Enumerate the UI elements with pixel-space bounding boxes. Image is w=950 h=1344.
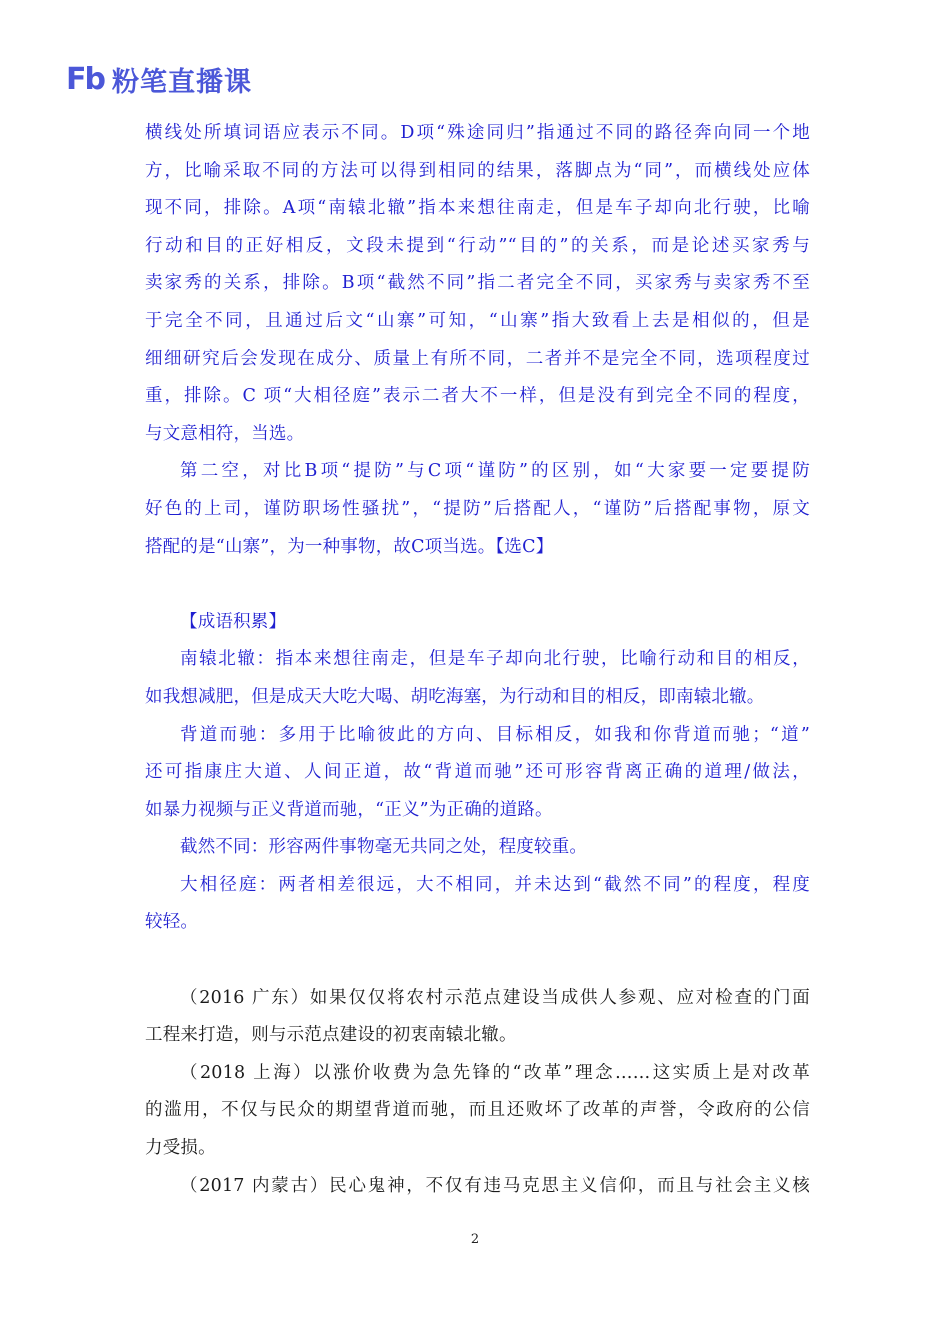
text-line: 与文意相符，当选。 (145, 423, 305, 444)
text-line: 方，比喻采取不同的方法可以得到相同的结果，落脚点为“同”，而横线处应体 (145, 160, 810, 181)
text-line: 背道而驰：多用于比喻彼此的方向、目标相反，如我和你背道而驰；“道” (180, 724, 810, 745)
text-line: 卖家秀的关系，排除。B项“截然不同”指二者完全不同，买家秀与卖家秀不至 (145, 273, 810, 294)
text-line: 好色的上司，谨防职场性骚扰”，“提防”后搭配人，“谨防”后搭配事物，原文 (145, 498, 810, 519)
text-line: 搭配的是“山寨”，为一种事物，故C项当选。【选C】 (145, 536, 554, 557)
text-line: 重，排除。C 项“大相径庭”表示二者大不一样，但是没有到完全不同的程度， (145, 386, 810, 407)
text-line: （2017 内蒙古）民心鬼神，不仅有违马克思主义信仰，而且与社会主义核 (180, 1175, 810, 1196)
text-line: （2016 广东）如果仅仅将农村示范点建设当成供人参观、应对检查的门面 (180, 987, 810, 1008)
analysis-paragraph-2 (145, 453, 810, 566)
text-line: 工程来打造，则与示范点建设的初衷南辕北辙。 (145, 1025, 517, 1046)
spacer (145, 942, 810, 980)
idioms-section (145, 604, 810, 942)
analysis-paragraph-1 (145, 115, 810, 453)
text-line: 行动和目的正好相反，文段未提到“行动”“目的”的关系，而是论述买家秀与 (145, 235, 810, 256)
text-line: 的滥用，不仅与民众的期望背道而驰，而且还败坏了改革的声誉，令政府的公信 (145, 1100, 810, 1121)
fb-logo-mark: Fb (66, 61, 104, 97)
text-line: 截然不同：形容两件事物毫无共同之处，程度较重。 (180, 837, 588, 858)
text-line: 力受损。 (145, 1138, 216, 1159)
text-line: 细细研究后会发现在成分、质量上有所不同，二者并不是完全不同，选项程度过 (145, 348, 810, 369)
spacer (145, 566, 810, 604)
examples-section (145, 980, 810, 1206)
brand-logo (66, 62, 252, 96)
text-line: （2018 上海）以涨价收费为急先锋的“改革”理念……这实质上是对改革 (180, 1062, 810, 1083)
document-body (145, 115, 810, 1205)
text-line: 南辕北辙：指本来想往南走，但是车子却向北行驶，比喻行动和目的相反， (180, 649, 810, 670)
text-line: 第二空，对比B项“提防”与C项“谨防”的区别，如“大家要一定要提防 (180, 461, 810, 482)
text-line: 还可指康庄大道、人间正道，故“背道而驰”还可形容背离正确的道理/做法， (145, 762, 810, 783)
idioms-heading: 【成语积累】 (180, 611, 287, 632)
text-line: 现不同，排除。A项“南辕北辙”指本来想往南走，但是车子却向北行驶，比喻 (145, 198, 810, 219)
text-line: 大相径庭：两者相差很远，大不相同，并未达到“截然不同”的程度，程度 (180, 874, 810, 895)
text-line: 如暴力视频与正义背道而驰，“正义”为正确的道路。 (145, 799, 553, 820)
text-line: 横线处所填词语应表示不同。D项“殊途同归”指通过不同的路径奔向同一个地 (145, 123, 810, 143)
brand-name: 粉笔直播课 (111, 66, 252, 98)
text-line: 如我想减肥，但是成天大吃大喝、胡吃海塞，为行动和目的相反，即南辕北辙。 (145, 686, 765, 707)
text-line: 于完全不同，且通过后文“山寨”可知，“山寨”指大致看上去是相似的，但是 (145, 310, 810, 331)
text-line: 较轻。 (145, 912, 199, 933)
page-number: 2 (470, 1232, 480, 1247)
